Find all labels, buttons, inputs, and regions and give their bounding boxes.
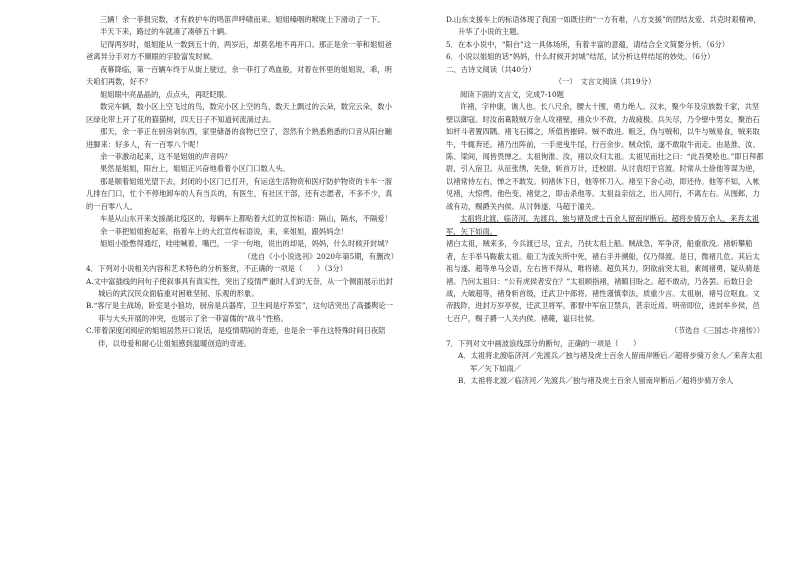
right-paragraph: 阅读下面的文言文，完成7-10题 [460,89,564,99]
left-paragraph: 夜幕降临，第一百辆车终于从街上驶过，余一菲打了鸡血般，对着在怀里的姐姐说，乖，明天咱们再数，好不？ [86,64,392,87]
right-paragraph: A．太祖将北渡临济河／先渡兵／独与褚及虎士百余人留南岸断后／超将步骑万余人／来奔太祖军／矢下如雨／ [458,351,763,373]
right-paragraph: 5．在本小说中，“阳台”这一具体场所，有着丰富的意蕴，请结合全文简要分析。（6分） [446,39,730,49]
right-paragraph: D.山东支援车上的标语体现了我国一如既往的“一方有难，八方支援”的团结友爱、共克时艰精神，升华了小说的主题。 [446,15,761,37]
right-paragraph: 6．小说以姐姐的话“妈妈，什么时候开封城”结尾，试分析这样结尾的妙处。（6分） [446,52,715,62]
left-paragraph: 4．下列对小说相关内容和艺术特色的分析鉴赏，不正确的一项是（ ）（3分） [86,264,348,274]
left-paragraph: 余一菲激动起来，这不是姐姐的声音吗？ [100,151,232,161]
left-paragraph: B.“客厅是主战场，卧室是小狼坊，厨房是兵器库，卫生间是疗养室”，这句话突出了高播舆论一菲与大头开展的冲突，也展示了余一菲富儒的“战斗”性格。 [86,301,394,323]
right-paragraph: （节选自《三国志·许褚传》） [670,326,764,336]
right-paragraph: 太祖将北渡，临济河，先渡兵，独与褚及虎士百余人留南岸断后。超将步骑万余人，来奔太祖军，矢下如雨。 [446,214,760,236]
left-paragraph: C.带着深度闭阅症的姐姐居然开口说话，是疫情期间的奇迹，也是余一菲在这特殊时间日夜陪伴，以母爱和耐心让姐姐感到温暖创造的奇迹。 [86,326,386,348]
right-paragraph: 7．下列对文中画波浪线部分的断句，正确的一项是（ ） [446,338,641,348]
right-paragraph: 褚白太祖，贼来多，今兵渡已尽，宜去，乃扶太祖上船。贼战急，军争济，船重欲没。褚斩攀船者，左手举马鞍蔽太祖。船工为流矢所中死，褚右手并溯船，仅乃得渡。是日，微褚几危。其后太祖与遂、超等单马会语，左右皆不得从，唯将褚。超负其力，阴欲前突太祖，素闻褚勇，疑从骑是褚。乃问太祖曰：“公有虎侯者安在？”太祖顾指褚，褚瞋目盼之。超不敢动，乃各罢。后数日会战，大破超等，褚身斩首级，迁武卫中郎将。褚性谨慎奉法，质重少言。太祖崩，褚号泣呕血。文帝践阼，进封万岁亭侯，迁武卫将军，都督中军宿卫禁兵，甚亲近焉。明帝即位，进封牟乡侯，邑七百户，赐子爵一人关内侯。褚薨，谥曰壮侯。 [446,239,760,323]
right-paragraph: （一） 文言文阅读（共19分） [554,77,656,87]
left-paragraph: 数完车辆，数小区上空飞过的鸟，数完小区上空的鸟，数天上飘过的云朵，数完云朵，数小区绿化带上开了花的猫猫树，四天日子不知道何流淌过去。 [86,102,392,124]
left-paragraph: A.文中富插线的问句子使叙事具有真实性，突出了疫情严重时人们的无奈，从一个侧面展示出封城后的武汉民众面临重对困难坚韧、乐观的形象。 [86,276,393,298]
left-paragraph: 半天下来，路过的车就凑了凑够五十辆。 [100,27,232,37]
right-paragraph: B．太祖将北渡／临济河／先渡兵／独与褚及虎士百余人留南岸断后／超将步骑万余人 [458,376,734,386]
left-paragraph: 那天，余一菲正在厨房剁东西，家里储备的食物已空了，忽然有个熟悉熟悉的口音从阳台蹦进脚来：好多人，有一百零八个呢！ [86,127,392,149]
left-paragraph: 车是从山东开来支援湖北疫区的，每辆车上都贴着大红的宣传标语：隔山，隔水，不隔爱！ [100,214,392,224]
left-paragraph: 姐姐眼中亮晶晶的，点点头，再眨眨眼。 [100,89,232,99]
left-paragraph: 三辆！余一菲报完数，才有救护车的鸣笛声呼啸而来。姐姐嗓咽的喉咙上下滑动了一下。 [100,15,385,24]
left-paragraph: 姐姐小脸憋得通红，哇哇喊着，嘴巴，一字一句地，说出的却是，妈妈，什么时候开封城？ [100,239,392,249]
right-paragraph: 许褚，字仲康，谯人也。长八尺余，腰大十围，勇力绝人。汉末，聚少年及宗族数千家，共坚壁以御寇。时汝南葛陂贼万余人攻褚壁，褚众少不敌，力战疲极。兵矢尽，乃令壁中男女，聚治石如杆斗者置四隅。褚飞石掷之，所值皆摧碎。贼不敢进。粮乏，伪与贼和，以牛与贼易食，贼来取牛，牛辄奔还。褚乃出阵前，一手逆曳牛尾，行百余步。贼众惊，遂不敢取牛而走。由是淮、汝、陈、梁间，闻皆畏惮之。太祖徇淮、汝，褚以众归太祖。太祖见而壮之曰：“此吾樊哙也。”即日拜都尉，引入宿卫。从征张绣，先登，斩首万计，迁校尉。从讨袁绍于官渡。时常从士徐他等谋为逆，以褚常侍左右，惮之不敢发。伺褚休下日，他等怀刀入。褚至下舍心动，即还侍。他等不知，入帐见褚，大惊愕。他色变，褚觉之，即击杀他等。太祖益亲信之，出入同行，不离左右。从围邺，力战有功，赐爵关内侯。从讨韩遂、马超于潼关。 [446,102,764,211]
right-column [446,14,764,388]
left-paragraph: 果然是姐姐，阳台上，姐姐正兴奋地看着小区门口数人头。 [100,164,290,174]
left-paragraph: （选自《小小说选刊》2020年第5期，有删改） [243,251,398,261]
left-paragraph: 那是顺着姐姐光望下去，封闭的小区门已打开，有运送生活物资和医疗防护物资的卡车一溜儿排在门口，忙个不停地卸车的人有当兵的，有医生，有社区干部，还有志愿者，不多不少，真的一百零八人。 [86,176,393,211]
left-column [86,14,398,350]
right-paragraph: 二、古诗文阅读（共40分） [446,64,536,74]
left-paragraph: 余一菲把姐姐抱起来，指着车上的大红宣传标语说，来，来姐姐，跟妈妈念！ [100,226,349,236]
left-paragraph: 记得两岁时，姐姐能从一数到五十的，两岁后，却莫名地不再开口。那正是余一菲和姐姐爸爸离异分手对方不顺眼的字脸富发时候。 [86,39,392,62]
